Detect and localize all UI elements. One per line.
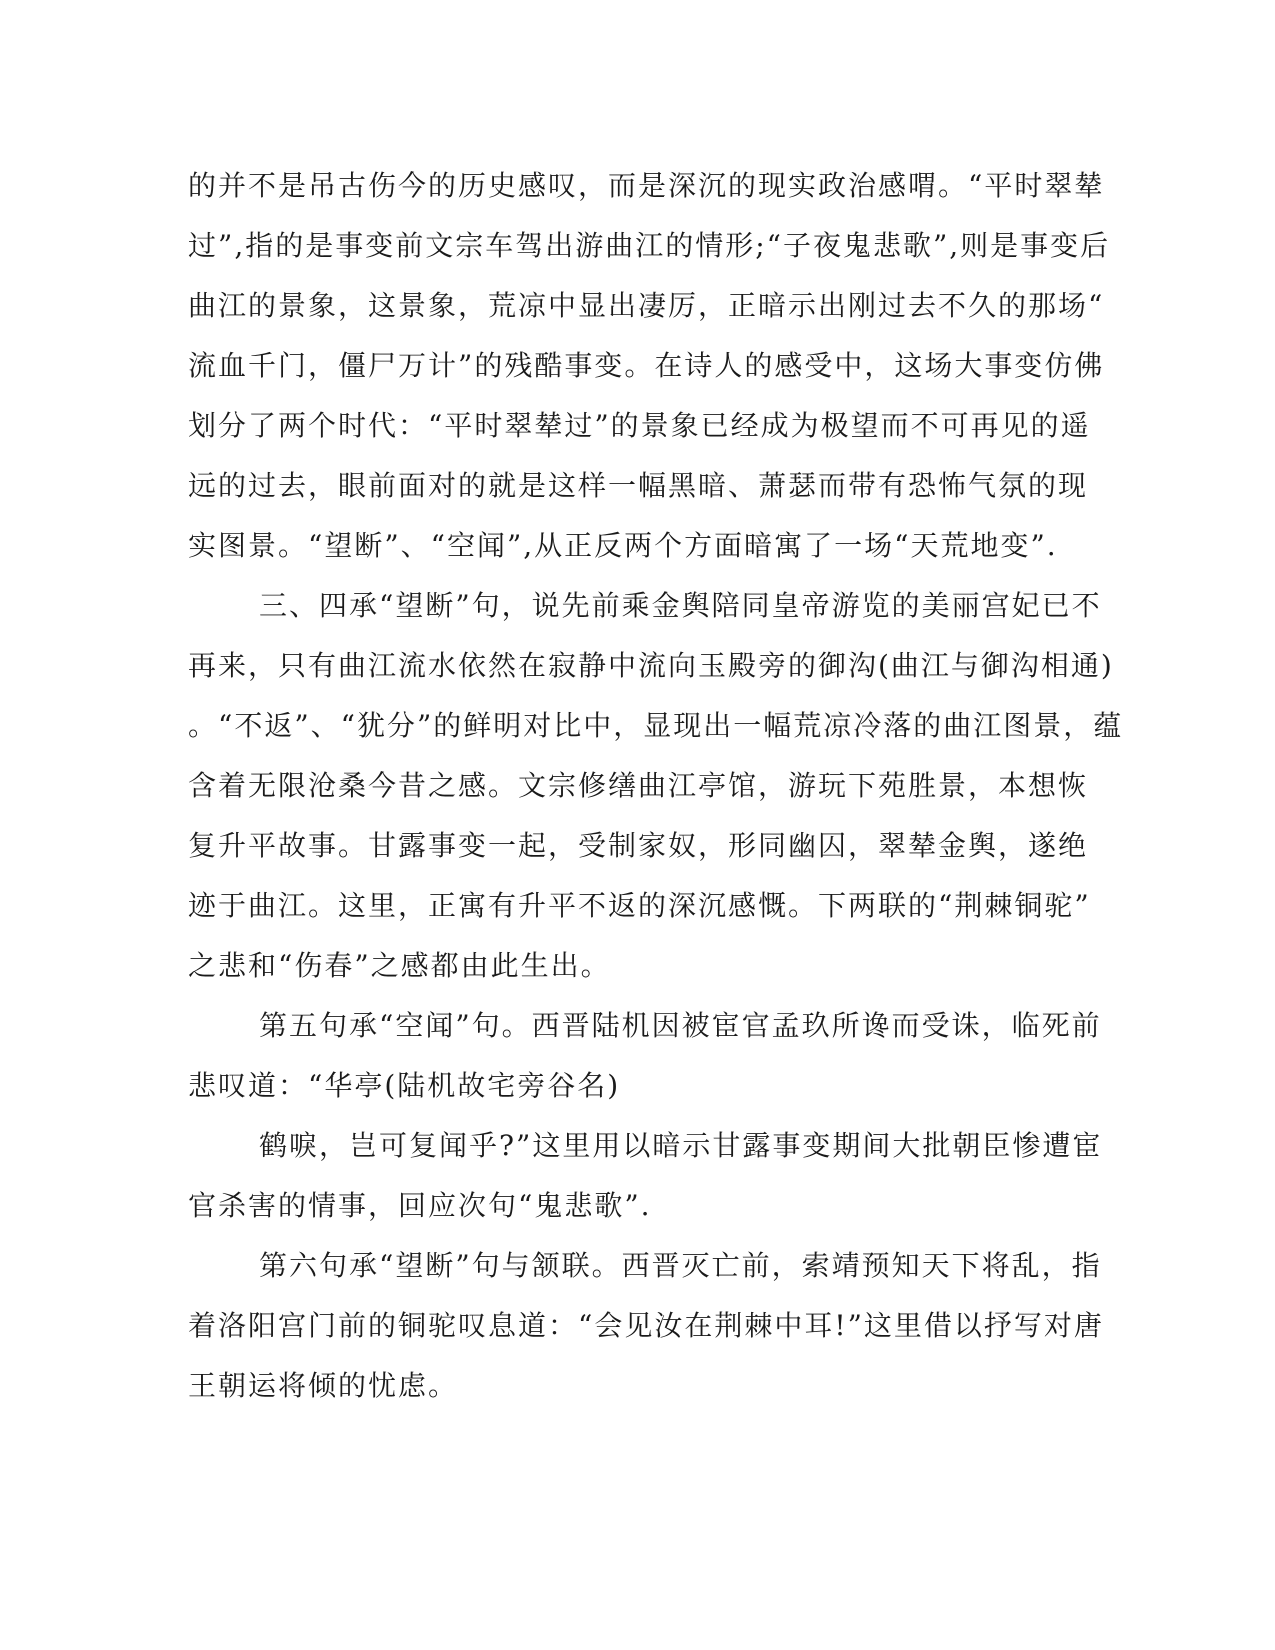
text-line: 迹于曲江。这里，正寓有升平不返的深沉感慨。下两联的“荆棘铜驼” bbox=[188, 889, 1091, 922]
text-line: 再来，只有曲江流水依然在寂静中流向玉殿旁的御沟(曲江与御沟相通) bbox=[188, 649, 1114, 682]
text-line: 过”,指的是事变前文宗车驾出游曲江的情形;“子夜鬼悲歌”,则是事变后 bbox=[188, 229, 1111, 262]
text-line: 曲江的景象，这景象，荒凉中显出凄厉，正暗示出刚过去不久的那场“ bbox=[188, 289, 1105, 322]
text-line: 三、四承“望断”句，说先前乘金舆陪同皇帝游览的美丽宫妃已不 bbox=[259, 589, 1102, 622]
text-line: 远的过去，眼前面对的就是这样一幅黑暗、萧瑟而带有恐怖气氛的现 bbox=[188, 469, 1089, 502]
text-line: 含着无限沧桑今昔之感。文宗修缮曲江亭馆，游玩下苑胜景，本想恢 bbox=[188, 769, 1089, 802]
body-text bbox=[188, 156, 1124, 1416]
text-line: 第六句承“望断”句与颔联。西晋灭亡前，索靖预知天下将乱，指 bbox=[259, 1249, 1102, 1282]
text-line: 复升平故事。甘露事变一起，受制家奴，形同幽囚，翠辇金舆，遂绝 bbox=[188, 829, 1089, 862]
text-line: 第五句承“空闻”句。西晋陆机因被宦官孟玖所谗而受诛，临死前 bbox=[259, 1009, 1102, 1042]
text-line: 着洛阳宫门前的铜驼叹息道：“会见汝在荆棘中耳!”这里借以抒写对唐 bbox=[188, 1309, 1104, 1342]
text-line: 王朝运将倾的忧虑。 bbox=[188, 1369, 459, 1402]
text-line: 划分了两个时代：“平时翠辇过”的景象已经成为极望而不可再见的遥 bbox=[188, 409, 1091, 442]
text-line: 实图景。“望断”、“空闻”,从正反两个方面暗寓了一场“天荒地变”. bbox=[188, 529, 1058, 562]
text-line: 鹤唳，岂可复闻乎?”这里用以暗示甘露事变期间大批朝臣惨遭宦 bbox=[259, 1129, 1103, 1162]
text-line: 流血千门，僵尸万计”的残酷事变。在诗人的感受中，这场大事变仿佛 bbox=[188, 349, 1105, 382]
text-line: 。“不返”、“犹分”的鲜明对比中，显现出一幅荒凉冷落的曲江图景，蕴 bbox=[188, 709, 1124, 742]
text-line: 悲叹道：“华亭(陆机故宅旁谷名) bbox=[188, 1069, 621, 1102]
text-line: 的并不是吊古伤今的历史感叹，而是深沉的现实政治感喟。“平时翠辇 bbox=[188, 169, 1105, 202]
text-line: 之悲和“伤春”之感都由此生出。 bbox=[188, 949, 611, 982]
text-line: 官杀害的情事，回应次句“鬼悲歌”. bbox=[188, 1189, 652, 1222]
